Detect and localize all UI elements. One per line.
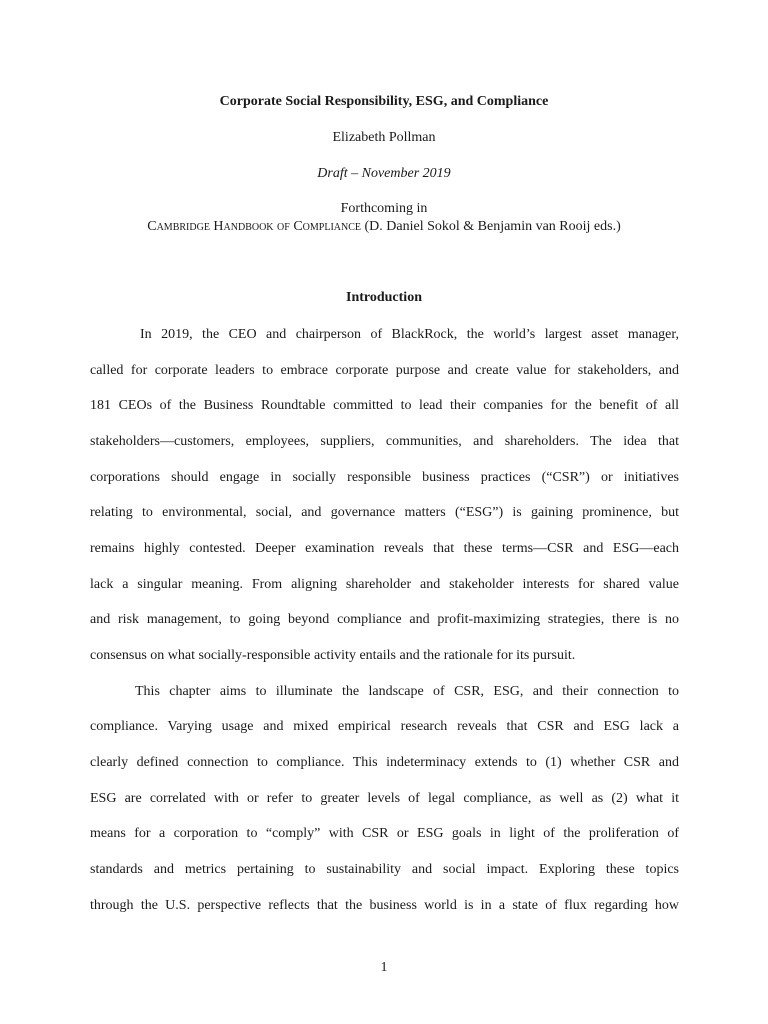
paragraph-line: standards and metrics pertaining to sustainability and social impact. Exploring these topics	[90, 862, 679, 877]
paragraph-line: called for corporate leaders to embrace corporate purpose and create value for stakeholders, and	[90, 363, 679, 378]
handbook-title: Cambridge Handbook of Compliance	[147, 219, 361, 234]
paragraph-line: consensus on what socially-responsible activity entails and the rationale for its pursuit.	[90, 648, 576, 663]
paragraph-line: through the U.S. perspective reflects that the business world is in a state of flux regarding how	[90, 898, 679, 913]
paragraph-line: 181 CEOs of the Business Roundtable committed to lead their companies for the benefit of all	[90, 398, 679, 413]
paragraph-line: clearly defined connection to compliance. This indeterminacy extends to (1) whether CSR and	[90, 755, 679, 770]
paragraph-line: means for a corporation to “comply” with CSR or ESG goals in light of the proliferation of	[90, 826, 679, 841]
handbook-editors: (D. Daniel Sokol & Benjamin van Rooij eds.)	[361, 219, 621, 234]
paragraph-line: ESG are correlated with or refer to greater levels of legal compliance, as well as (2) what it	[90, 791, 679, 806]
section-heading: Introduction	[346, 290, 422, 305]
paragraph-line: corporations should engage in socially responsible business practices (“CSR”) or initiatives	[90, 470, 679, 485]
paragraph-line: stakeholders—customers, employees, suppliers, communities, and shareholders. The idea that	[90, 434, 679, 449]
forthcoming-label: Forthcoming in	[340, 201, 428, 216]
paragraph-line: remains highly contested. Deeper examination reveals that these terms—CSR and ESG—each	[90, 541, 679, 556]
paragraph-line: lack a singular meaning. From aligning shareholder and stakeholder interests for shared value	[90, 577, 679, 592]
author-name: Elizabeth Pollman	[332, 130, 436, 145]
handbook-citation	[0, 219, 768, 235]
paragraph-line: compliance. Varying usage and mixed empirical research reveals that CSR and ESG lack a	[90, 719, 679, 734]
paragraph-line: This chapter aims to illuminate the landscape of CSR, ESG, and their connection to	[135, 684, 679, 699]
paragraph-line: relating to environmental, social, and governance matters (“ESG”) is gaining prominence, but	[90, 505, 679, 520]
document-title: Corporate Social Responsibility, ESG, and Compliance	[219, 94, 549, 109]
draft-date: Draft – November 2019	[317, 166, 451, 181]
paragraph-line: In 2019, the CEO and chairperson of BlackRock, the world’s largest asset manager,	[140, 327, 679, 342]
paragraph-line: and risk management, to going beyond compliance and profit-maximizing strategies, there is no	[90, 612, 679, 627]
page-number: 1	[380, 960, 388, 975]
